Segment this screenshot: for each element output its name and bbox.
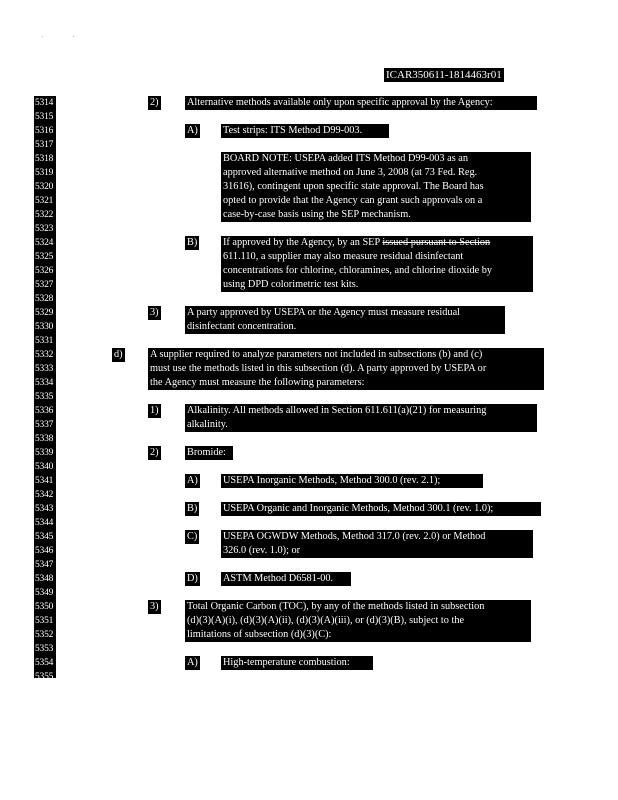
item-d2B-text: USEPA Organic and Inorganic Methods, Method 300.1 (rev. 1.0); [221, 502, 541, 516]
line-number: 5340 [35, 462, 54, 472]
item-d2A-label: A) [187, 475, 198, 486]
board-note: BOARD NOTE: USEPA added ITS Method D99-003 as an approved alternative method on June 3, 2008 (at 73 Fed. Reg. 31616), contingent upon specific state approval. The Board has opted to provide that the Agency can grant such approvals on a case-by-case basis using the SEP mechanism. [221, 152, 531, 222]
line-number: 5345 [35, 532, 54, 542]
line-number: 5325 [35, 252, 54, 262]
item-d2B-label: B) [187, 503, 198, 514]
line-number: 5339 [35, 448, 54, 458]
line-number: 5348 [35, 574, 54, 584]
item-d2A-text: USEPA Inorganic Methods, Method 300.0 (rev. 2.1); [221, 474, 483, 488]
item-d2C-text: USEPA OGWDW Methods, Method 317.0 (rev. 2.0) or Method 326.0 (rev. 1.0); or [221, 530, 533, 558]
item-d3A-text: High-temperature combustion: [221, 656, 373, 670]
item-d2C-label: C) [187, 531, 198, 542]
item-3-label: 3) [150, 307, 159, 318]
subsection-d-label: d) [114, 349, 123, 360]
line-number: 5347 [35, 560, 54, 570]
item-2B-label: B) [187, 237, 198, 248]
line-number: 5326 [35, 266, 54, 276]
line-number: 5316 [35, 126, 54, 136]
line-number: 5332 [35, 350, 54, 360]
line-number: 5338 [35, 434, 54, 444]
line-number: 5342 [35, 490, 54, 500]
line-number: 5318 [35, 154, 54, 164]
line-number: 5334 [35, 378, 54, 388]
item-2A-label: A) [187, 125, 198, 136]
line-number: 5333 [35, 364, 54, 374]
line-number: 5317 [35, 140, 54, 150]
line-number: 5355 [35, 672, 54, 682]
item-3-text: A party approved by USEPA or the Agency must measure residual disinfectant concentration. [185, 306, 505, 334]
line-number: 5315 [35, 112, 54, 122]
line-number: 5320 [35, 182, 54, 192]
item-d3A-label: A) [187, 657, 198, 668]
line-number: 5323 [35, 224, 54, 234]
item-2B-text: If approved by the Agency, by an SEP issued pursuant to Section 611.110, a supplier may also measure residual disinfectant concentrations for chlorine, chloramines, and chlorine dioxide by using DPD colorimetric test kits. [221, 236, 533, 292]
item-d1-label: 1) [150, 405, 159, 416]
item-d2-label: 2) [150, 447, 159, 458]
line-number: 5344 [35, 518, 54, 528]
item-2-text: Alternative methods available only upon specific approval by the Agency: [185, 96, 537, 110]
struck-text: issued pursuant to Section [382, 237, 491, 248]
line-number: 5349 [35, 588, 54, 598]
line-number: 5327 [35, 280, 54, 290]
line-number-gutter [34, 96, 56, 682]
line-number: 5328 [35, 294, 54, 304]
line-number: 5319 [35, 168, 54, 178]
scan-specks: ' ' [42, 36, 75, 42]
line-number: 5329 [35, 308, 54, 318]
line-number: 5354 [35, 658, 54, 668]
item-d2D-label: D) [187, 573, 198, 584]
line-number: 5322 [35, 210, 54, 220]
line-number: 5343 [35, 504, 54, 514]
line-number: 5321 [35, 196, 54, 206]
line-number: 5330 [35, 322, 54, 332]
item-2-label: 2) [150, 97, 159, 108]
line-number: 5337 [35, 420, 54, 430]
line-number: 5351 [35, 616, 54, 626]
line-number: 5324 [35, 238, 54, 248]
item-d1-text: Alkalinity. All methods allowed in Section 611.611(a)(21) for measuring alkalinity. [185, 404, 537, 432]
line-number: 5341 [35, 476, 54, 486]
line-number: 5314 [35, 98, 54, 108]
line-number: 5350 [35, 602, 54, 612]
item-d3-text: Total Organic Carbon (TOC), by any of the methods listed in subsection (d)(3)(A)(i), (d)(3)(A)(ii), (d)(3)(A)(iii), or (d)(3)(B), subject to the limitations of subsection (d)(3)(C): [185, 600, 531, 642]
line-number: 5335 [35, 392, 54, 402]
line-number: 5352 [35, 630, 54, 640]
document-id: ICAR350611-1814463r01 [386, 69, 502, 81]
item-d2D-text: ASTM Method D6581-00. [221, 572, 351, 586]
item-d3-label: 3) [150, 601, 159, 612]
subsection-d-text: A supplier required to analyze parameters not included in subsections (b) and (c) must use the methods listed in this subsection (d). A party approved by USEPA or the Agency must measure the following parameters: [148, 348, 544, 390]
line-number: 5346 [35, 546, 54, 556]
line-number: 5336 [35, 406, 54, 416]
line-number: 5331 [35, 336, 54, 346]
line-number: 5353 [35, 644, 54, 654]
item-2A-text: Test strips: ITS Method D99-003. [221, 124, 389, 138]
item-d2-text: Bromide: [185, 446, 233, 460]
